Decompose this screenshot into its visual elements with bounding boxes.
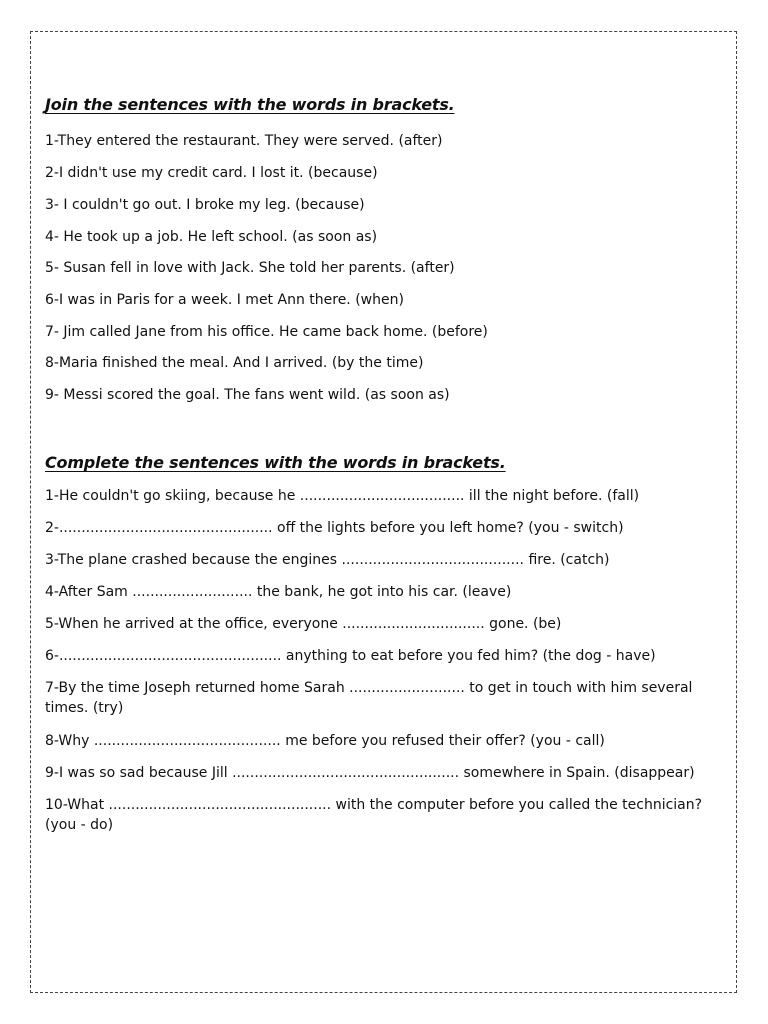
exercise-item: 6-.................................................. anything to eat before you fed him? (the dog - have) <box>45 648 656 664</box>
exercise-item: 8-Why .......................................... me before you refused their offer? (you - call) <box>45 733 605 749</box>
exercise-item: 2-I didn't use my credit card. I lost it. (because) <box>45 165 378 181</box>
exercise-item: 10-What .................................................. with the computer before you called the technician? (you - do) <box>45 797 703 833</box>
exercise-item: 7- Jim called Jane from his office. He came back home. (before) <box>45 324 488 340</box>
exercise-item: 4- He took up a job. He left school. (as soon as) <box>45 229 378 245</box>
exercise-item: 8-Maria finished the meal. And I arrived. (by the time) <box>45 355 424 371</box>
complete-sentences-section <box>45 453 725 472</box>
section-title: Join the sentences with the words in brackets. <box>45 95 455 114</box>
join-sentences-section <box>45 95 725 114</box>
exercise-item: 6-I was in Paris for a week. I met Ann there. (when) <box>45 292 404 308</box>
exercise-item: 2-................................................ off the lights before you left home? (you - switch) <box>45 520 624 536</box>
exercise-item: 1-They entered the restaurant. They were served. (after) <box>45 133 443 149</box>
exercise-item: 1-He couldn't go skiing, because he ..................................... ill the night before. (fall) <box>45 488 640 504</box>
exercise-item: 5-When he arrived at the office, everyone ................................ gone. (be) <box>45 616 562 632</box>
exercise-item: 9- Messi scored the goal. The fans went wild. (as soon as) <box>45 387 450 403</box>
exercise-item: 7-By the time Joseph returned home Sarah .......................... to get in touch with him several times. (try) <box>45 680 693 716</box>
exercise-item: 3- I couldn't go out. I broke my leg. (because) <box>45 197 365 213</box>
section-title: Complete the sentences with the words in brackets. <box>45 453 506 472</box>
exercise-item: 9-I was so sad because Jill ................................................... somewhere in Spain. (disappear) <box>45 765 695 781</box>
exercise-item: 4-After Sam ........................... the bank, he got into his car. (leave) <box>45 584 512 600</box>
exercise-item: 3-The plane crashed because the engines ......................................... fire. (catch) <box>45 552 610 568</box>
exercise-item: 5- Susan fell in love with Jack. She told her parents. (after) <box>45 260 455 276</box>
